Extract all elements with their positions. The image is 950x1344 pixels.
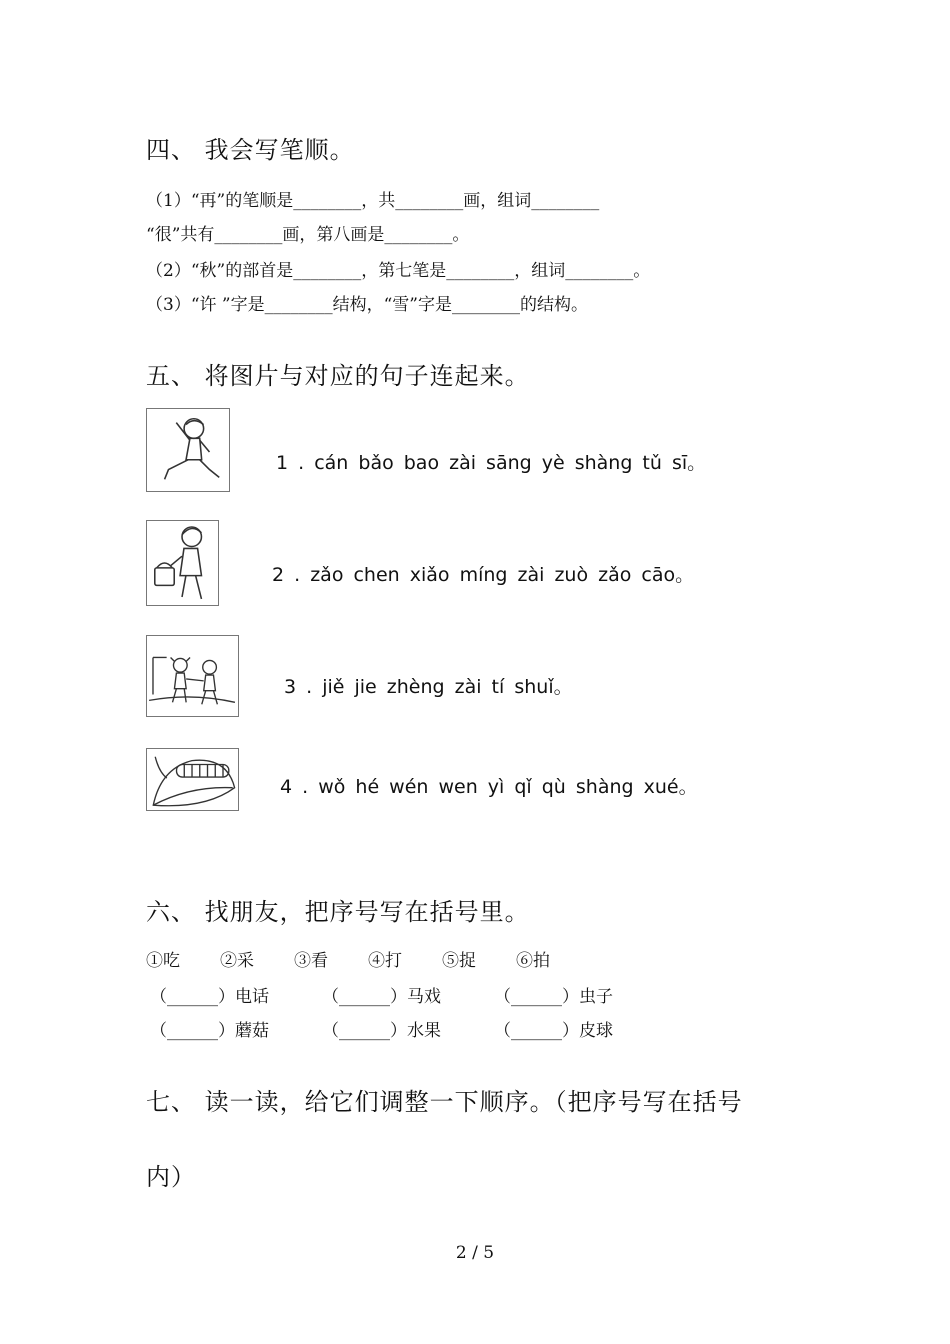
option-2: ②采 xyxy=(220,951,254,971)
option-6: ⑥拍 xyxy=(516,951,550,971)
sentence-1: 1 . cán bǎo bao zài sāng yè shàng tǔ sī。 xyxy=(276,452,707,474)
section-7-title-continued: 内） xyxy=(146,1163,196,1191)
silkworm-on-leaf-picture xyxy=(146,748,239,811)
girl-carrying-bucket-picture xyxy=(146,520,219,606)
section-4-line-4: （3）“许 ”字是________结构，“雪”字是________的结构。 xyxy=(146,295,588,315)
match-item: （______）蘑菇 xyxy=(150,1021,269,1041)
option-list xyxy=(146,946,590,971)
section-4-line-2: “很”共有________画，第八画是________。 xyxy=(146,225,470,245)
option-5: ⑤捉 xyxy=(442,951,476,971)
match-row-2 xyxy=(150,1016,666,1041)
sentence-4: 4 . wǒ hé wén wen yì qǐ qù shàng xué。 xyxy=(280,776,698,798)
exercising-girl-picture xyxy=(146,408,230,492)
section-4-title: 四、 我会写笔顺。 xyxy=(146,136,355,164)
match-item: （______）皮球 xyxy=(494,1021,613,1041)
section-6-title: 六、 找朋友，把序号写在括号里。 xyxy=(146,898,530,926)
section-4-line-1: （1）“再”的笔顺是________，共________画，组词________ xyxy=(146,191,600,211)
page-number: 2 / 5 xyxy=(455,1243,495,1263)
match-item: （______）虫子 xyxy=(494,987,613,1007)
section-4-line-3: （2）“秋”的部首是________，第七笔是________，组词________。 xyxy=(146,261,651,281)
option-1: ①吃 xyxy=(146,951,180,971)
section-5-title: 五、 将图片与对应的句子连起来。 xyxy=(146,362,530,390)
match-item: （______）电话 xyxy=(150,987,269,1007)
section-7-title: 七、 读一读，给它们调整一下顺序。（把序号写在括号 xyxy=(146,1088,743,1116)
match-item: （______）马戏 xyxy=(322,987,441,1007)
match-row-1 xyxy=(150,982,666,1007)
children-walking-to-school-picture xyxy=(146,635,239,717)
sentence-3: 3 . jiě jie zhèng zài tí shuǐ。 xyxy=(284,676,573,698)
sentence-2: 2 . zǎo chen xiǎo míng zài zuò zǎo cāo。 xyxy=(272,564,695,586)
option-4: ④打 xyxy=(368,951,402,971)
match-item: （______）水果 xyxy=(322,1021,441,1041)
option-3: ③看 xyxy=(294,951,328,971)
